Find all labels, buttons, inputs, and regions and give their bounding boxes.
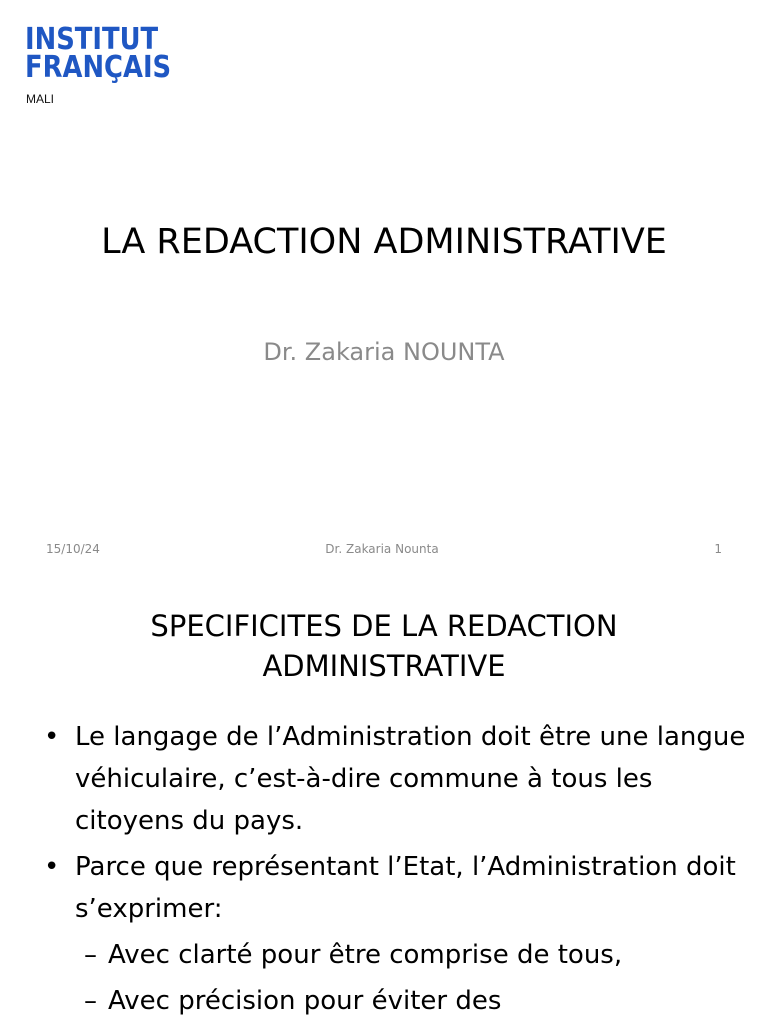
bullet-item	[0, 846, 768, 930]
slide-title: LA REDACTION ADMINISTRATIVE	[101, 222, 667, 262]
bullet-marker: •	[44, 722, 60, 752]
sub-bullet-marker: –	[84, 986, 97, 1016]
footer-date: 15/10/24	[46, 542, 100, 556]
sub-bullet-marker: –	[84, 940, 97, 970]
content-slide	[0, 576, 768, 1024]
institut-francais-logo	[25, 22, 195, 106]
slide-subtitle: Dr. Zakaria NOUNTA	[263, 338, 505, 366]
content-slide-title	[0, 606, 768, 686]
sub-bullet-text: Avec précision pour éviter des	[108, 986, 502, 1016]
footer-author: Dr. Zakaria Nounta	[325, 542, 439, 556]
footer-page-number: 1	[714, 542, 722, 556]
bullet-marker: •	[44, 852, 60, 882]
bullet-text: Le langage de l’Administration doit être une langue véhiculaire, c’est-à-dire commune à tous les citoyens du pays.	[75, 722, 746, 836]
bullet-text: Parce que représentant l’Etat, l’Administration doit s’exprimer:	[75, 852, 736, 924]
logo-subtitle: MALI	[26, 92, 55, 106]
bullet-list	[0, 716, 768, 1026]
sub-bullet-item	[0, 934, 768, 976]
title-line-2: ADMINISTRATIVE	[262, 649, 506, 683]
bullet-item	[0, 716, 768, 842]
logo-line-2: FRANÇAIS	[25, 50, 172, 85]
sub-bullet-item	[0, 980, 768, 1022]
sub-bullet-text: Avec clarté pour être comprise de tous,	[108, 940, 623, 970]
logo-line-1: INSTITUT	[25, 22, 159, 57]
title-line-1: SPECIFICITES DE LA REDACTION	[150, 609, 618, 643]
